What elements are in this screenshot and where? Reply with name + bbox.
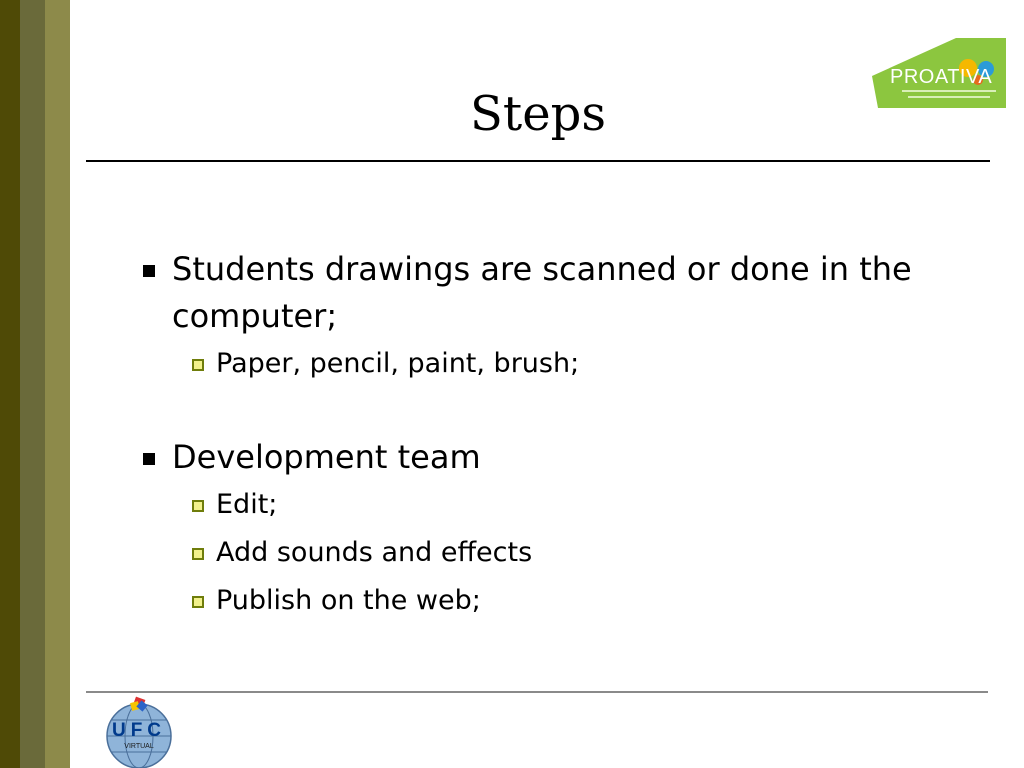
sidebar-stripe-mid (20, 0, 45, 768)
sidebar-stripe-light (45, 0, 70, 768)
bullet-list (140, 246, 980, 625)
bullet-text: Development team (172, 438, 481, 476)
sub-bullet-text: Paper, pencil, paint, brush; (216, 348, 580, 379)
bullet-item (140, 246, 980, 340)
sub-bullet-text: Add sounds and effects (216, 537, 533, 568)
sub-bullet-item (188, 481, 980, 529)
hollow-square-bullet-icon (192, 500, 204, 512)
sub-bullet-item (188, 529, 980, 577)
square-bullet-icon (143, 453, 155, 465)
square-bullet-icon (143, 265, 155, 277)
ufc-logo-text: UFC (111, 720, 167, 741)
hollow-square-bullet-icon (192, 596, 204, 608)
sidebar-stripe-dark (0, 0, 20, 768)
sub-bullet-text: Publish on the web; (216, 585, 481, 616)
hollow-square-bullet-icon (192, 359, 204, 371)
sub-bullet-item (188, 577, 980, 625)
proativa-logo-text: PROATIVA (890, 66, 993, 88)
sub-bullet-text: Edit; (216, 489, 278, 520)
slide-title: Steps (470, 86, 606, 142)
hollow-square-bullet-icon (192, 548, 204, 560)
sub-bullet-item (188, 340, 980, 388)
ufc-logo-subtext: VIRTUAL (124, 743, 154, 750)
ufc-virtual-logo (98, 696, 180, 768)
bullet-text: Students drawings are scanned or done in the computer; (172, 250, 912, 335)
bullet-item (140, 434, 980, 481)
footer-divider (86, 691, 988, 693)
title-divider (86, 160, 990, 162)
